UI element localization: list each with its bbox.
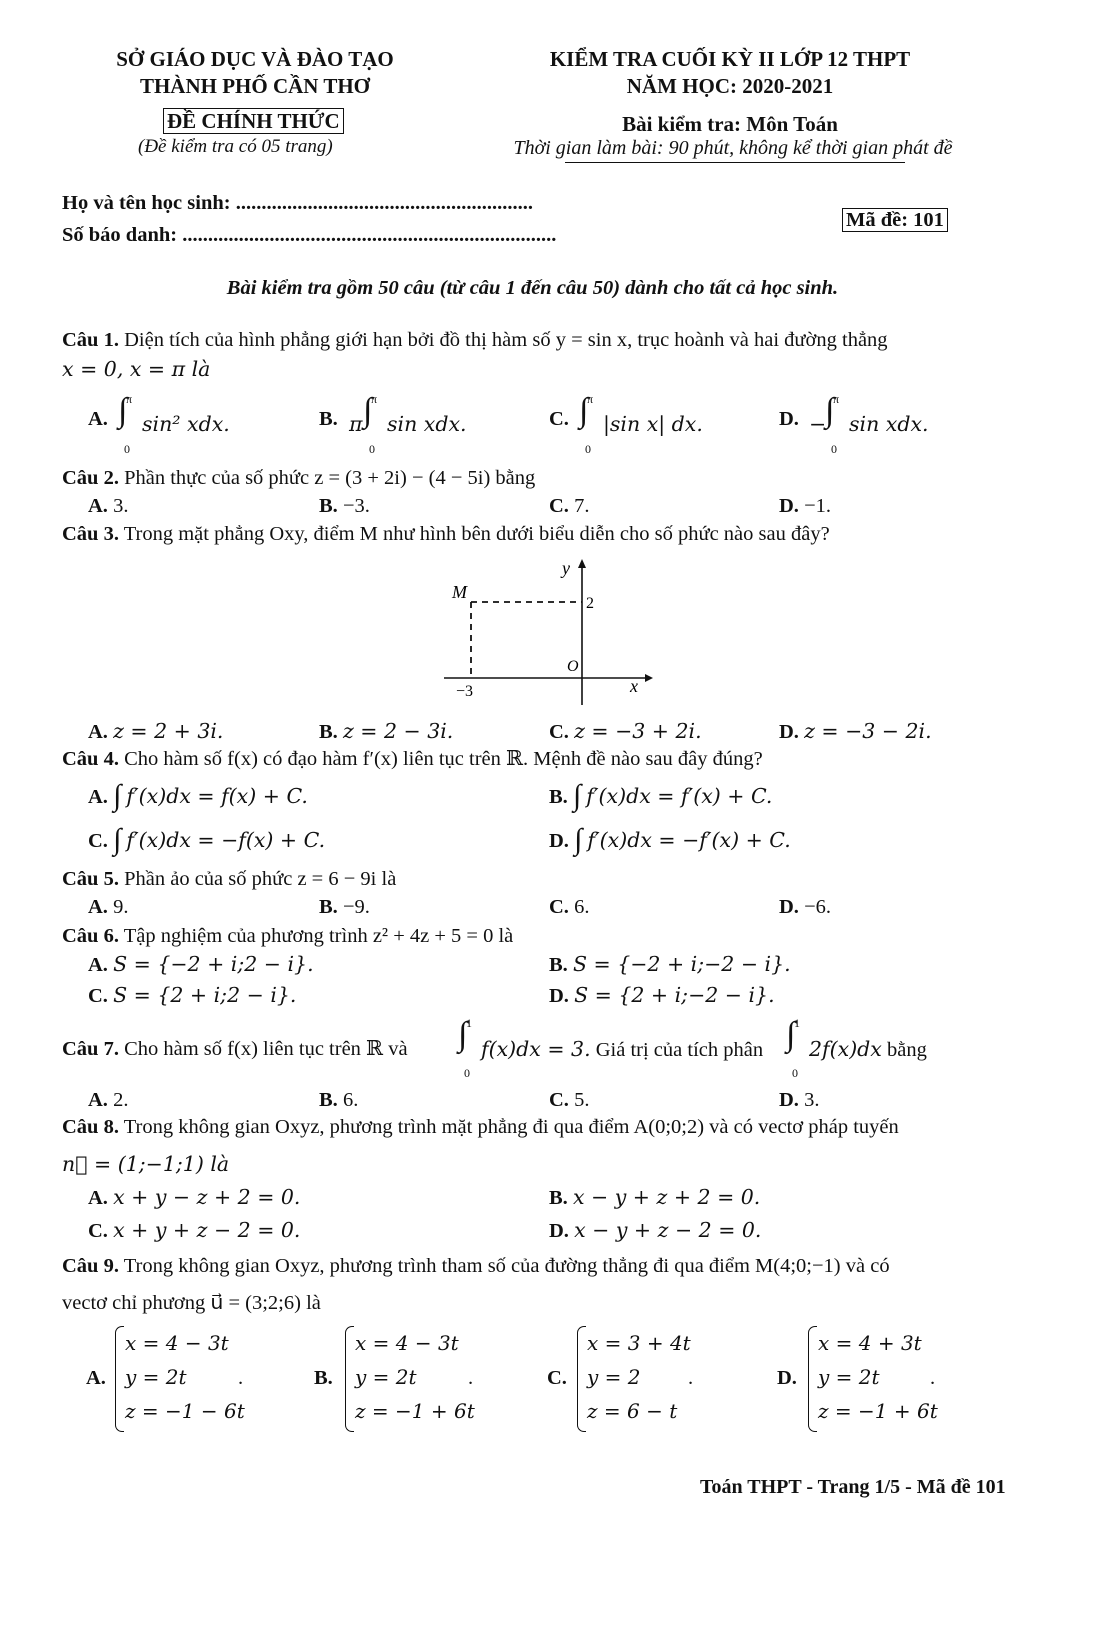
y-tick-label: 2 <box>586 595 594 612</box>
question-9-line-2: vectơ chỉ phương u⃗ = (3;2;6) là <box>62 1292 321 1314</box>
question-1 <box>62 326 888 354</box>
system-brace <box>808 1326 817 1432</box>
q5-option-d[interactable]: D. −6. <box>779 896 831 918</box>
subject-line: Bài kiểm tra: Môn Toán <box>622 112 838 136</box>
q9-option-d[interactable]: D. <box>777 1367 797 1389</box>
q9-option-b[interactable]: B. <box>314 1367 333 1389</box>
q3-option-a[interactable]: A. z = 2 + 3i. <box>88 719 224 743</box>
x-axis-arrow <box>645 674 653 682</box>
q2-option-b[interactable]: B. −3. <box>319 495 370 517</box>
integral-sign: ∫ <box>113 779 122 813</box>
q1-option-c[interactable]: C. <box>549 408 569 430</box>
q4-option-c[interactable]: C. ∫ f′(x)dx = −f(x) + C. <box>88 823 326 857</box>
time-line: Thời gian làm bài: 90 phút, không kể thời gian phát đề <box>513 137 953 159</box>
q9-option-a-dot: . <box>238 1367 244 1389</box>
integral-sign: ∫ 1 0 <box>786 1016 800 1080</box>
q6-option-d[interactable]: D. S = {2 + i;−2 − i}. <box>549 983 775 1007</box>
q7-option-a[interactable]: A. 2. <box>88 1089 129 1111</box>
x-axis-label: x <box>630 676 638 696</box>
integral-sign: ∫ π 0 <box>579 392 594 456</box>
q8-option-d[interactable]: D. x − y + z − 2 = 0. <box>549 1218 762 1242</box>
student-id-field: Số báo danh: ......................................................................... <box>62 224 557 246</box>
system-brace <box>577 1326 586 1432</box>
integral-sign: ∫ <box>572 779 582 813</box>
complex-plane-figure <box>430 550 660 710</box>
question-5: Câu 5. Phần ảo của số phức z = 6 − 9i là <box>62 868 397 890</box>
question-7-end: 2f(x)dx bằng <box>809 1037 927 1061</box>
question-9: Câu 9. Trong không gian Oxyz, phương trình tham số của đường thẳng đi qua điểm M(4;0;−1) và có <box>62 1255 890 1277</box>
system-brace <box>115 1326 124 1432</box>
q1-option-d-body: sin xdx. <box>849 412 929 436</box>
q3-option-d[interactable]: D. z = −3 − 2i. <box>779 719 932 743</box>
q9-option-d-dot: . <box>930 1367 936 1389</box>
q3-option-b[interactable]: B. z = 2 − 3i. <box>319 719 454 743</box>
q9-option-c[interactable]: C. <box>547 1367 567 1389</box>
q9-option-d-system: x = 4 + 3t y = 2t z = −1 + 6t <box>818 1331 938 1423</box>
q6-option-c[interactable]: C. S = {2 + i;2 − i}. <box>88 983 297 1007</box>
x-tick-label: −3 <box>456 683 474 700</box>
q9-option-a-system: x = 4 − 3t y = 2t z = −1 − 6t <box>125 1331 245 1423</box>
exam-title: KIỂM TRA CUỐI KỲ II LỚP 12 THPT <box>549 47 911 71</box>
q3-option-c[interactable]: C. z = −3 + 2i. <box>549 719 702 743</box>
q2-option-d[interactable]: D. −1. <box>779 495 831 517</box>
q7-option-c[interactable]: C. 5. <box>549 1089 590 1111</box>
integral-sign: ∫ π 0 <box>363 392 378 456</box>
exam-code: Mã đề: 101 <box>842 208 948 232</box>
official-exam-badge: ĐỀ CHÍNH THỨC <box>163 108 344 134</box>
q1-option-a-body: sin² xdx. <box>142 412 230 436</box>
integral-sign: ∫ <box>113 823 122 857</box>
question-8: Câu 8. Trong không gian Oxyz, phương trình mặt phẳng đi qua điểm A(0;0;2) và có vectơ pháp tuyến <box>62 1116 899 1138</box>
integral-sign: ∫ π 0 <box>118 392 133 456</box>
q2-option-a[interactable]: A. 3. <box>88 495 129 517</box>
q9-option-b-dot: . <box>468 1367 474 1389</box>
department-line-2: THÀNH PHỐ CẦN THƠ <box>139 74 371 98</box>
question-7: Câu 7. Cho hàm số f(x) liên tục trên ℝ và <box>62 1038 408 1060</box>
question-2: Câu 2. Phần thực của số phức z = (3 + 2i) − (4 − 5i) bằng <box>62 467 536 489</box>
q1-option-d[interactable]: D. <box>779 408 799 430</box>
q4-option-a[interactable]: A. ∫ f′(x)dx = f(x) + C. <box>88 779 308 813</box>
q1-option-b-prefix: π <box>349 412 363 436</box>
question-4: Câu 4. Cho hàm số f(x) có đạo hàm f′(x) liên tục trên ℝ. Mệnh đề nào sau đây đúng? <box>62 748 763 770</box>
integral-sign: ∫ 1 0 <box>458 1016 472 1080</box>
exam-title-block <box>520 46 940 100</box>
q4-option-b[interactable]: B. ∫ f′(x)dx = f′(x) + C. <box>549 779 773 813</box>
y-axis-label: y <box>562 558 570 578</box>
q1-option-a[interactable]: A. <box>88 408 108 430</box>
question-text: Diện tích của hình phẳng giới hạn bởi đồ thị hàm số y = sin x, trục hoành và hai đường thẳng <box>118 329 888 351</box>
q5-option-b[interactable]: B. −9. <box>319 896 370 918</box>
q6-option-b[interactable]: B. S = {−2 + i;−2 − i}. <box>549 952 791 976</box>
q1-option-b-body: sin xdx. <box>387 412 467 436</box>
header-underline <box>565 162 905 163</box>
q5-option-a[interactable]: A. 9. <box>88 896 129 918</box>
question-number: Câu 1. <box>62 329 119 351</box>
department-line-1: SỞ GIÁO DỤC VÀ ĐÀO TẠO <box>116 47 394 71</box>
exam-intro: Bài kiểm tra gồm 50 câu (từ câu 1 đến câu 50) dành cho tất cả học sinh. <box>226 277 839 299</box>
q9-option-c-system: x = 3 + 4t y = 2 z = 6 − t <box>587 1331 691 1423</box>
q7-option-d[interactable]: D. 3. <box>779 1089 820 1111</box>
origin-label: O <box>567 658 579 675</box>
q6-option-a[interactable]: A. S = {−2 + i;2 − i}. <box>88 952 314 976</box>
y-axis-arrow <box>578 559 586 568</box>
q9-option-a[interactable]: A. <box>86 1367 106 1389</box>
question-8-line-2: n⃗ = (1;−1;1) là <box>62 1152 230 1176</box>
department-name <box>60 46 450 100</box>
q9-option-b-system: x = 4 − 3t y = 2t z = −1 + 6t <box>355 1331 475 1423</box>
q2-option-c[interactable]: C. 7. <box>549 495 590 517</box>
pages-note: (Đề kiểm tra có 05 trang) <box>138 136 333 157</box>
q8-option-a[interactable]: A. x + y − z + 2 = 0. <box>88 1185 301 1209</box>
system-brace <box>345 1326 354 1432</box>
q7-option-b[interactable]: B. 6. <box>319 1089 359 1111</box>
q5-option-c[interactable]: C. 6. <box>549 896 590 918</box>
q4-option-d[interactable]: D. ∫ f′(x)dx = −f′(x) + C. <box>549 823 791 857</box>
q8-option-c[interactable]: C. x + y + z − 2 = 0. <box>88 1218 301 1242</box>
student-name-field: Họ và tên học sinh: .......................................................... <box>62 192 533 214</box>
question-7-continued: f(x)dx = 3. Giá trị của tích phân <box>481 1037 764 1061</box>
integral-sign: ∫ <box>574 823 583 857</box>
question-6: Câu 6. Tập nghiệm của phương trình z² + 4z + 5 = 0 là <box>62 925 514 947</box>
q9-option-c-dot: . <box>688 1367 694 1389</box>
q1-option-c-body: |sin x| dx. <box>603 412 703 436</box>
point-m-label: M <box>452 582 467 602</box>
question-3: Câu 3. Trong mặt phẳng Oxy, điểm M như hình bên dưới biểu diễn cho số phức nào sau đây? <box>62 523 830 545</box>
question-1-line-2: x = 0, x = π là <box>62 357 211 381</box>
q8-option-b[interactable]: B. x − y + z + 2 = 0. <box>549 1185 761 1209</box>
q1-option-d-prefix: − <box>809 412 827 436</box>
integral-sign: ∫ π 0 <box>825 392 840 456</box>
school-year: NĂM HỌC: 2020-2021 <box>626 74 834 98</box>
q1-option-b[interactable]: B. <box>319 408 338 430</box>
page-footer: Toán THPT - Trang 1/5 - Mã đề 101 <box>700 1476 1006 1498</box>
